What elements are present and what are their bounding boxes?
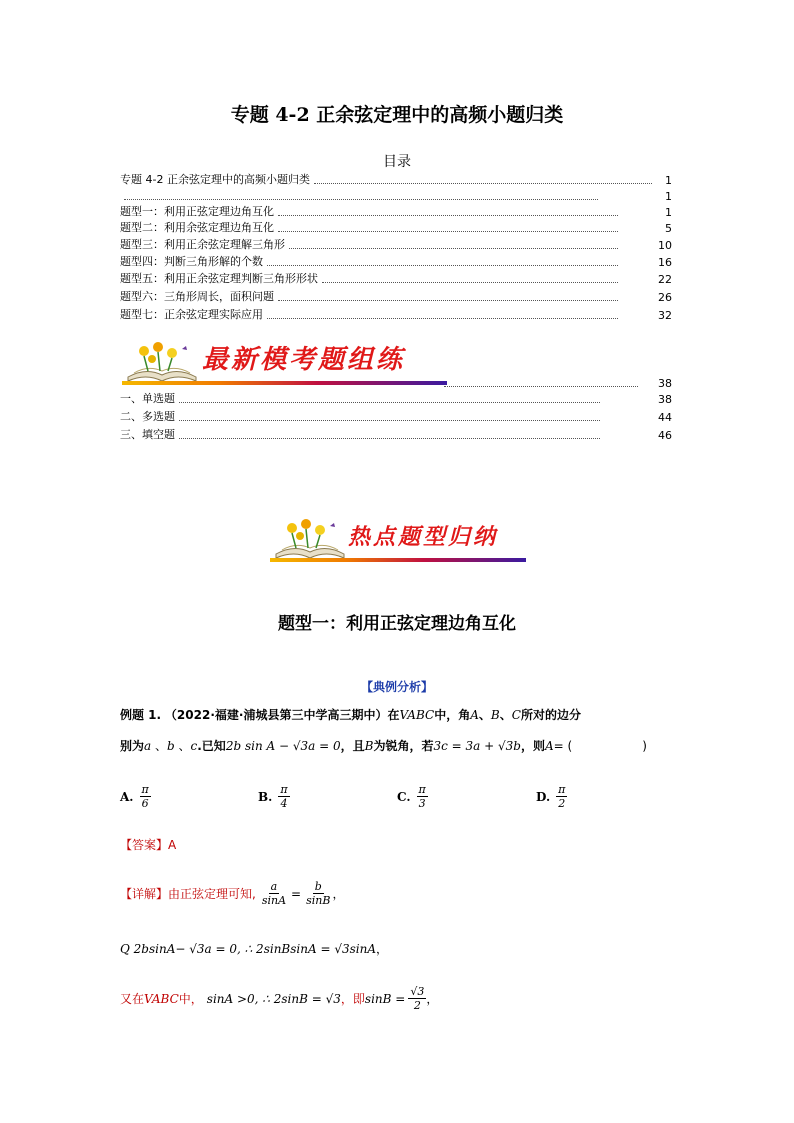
toc-page: 1 <box>665 206 672 219</box>
separator: 、 <box>499 708 512 722</box>
toc-label: 二、多选题 <box>120 410 175 423</box>
equation: sinA >0, ∴ 2sinB = √3 <box>206 991 341 1006</box>
frac-den: 2 <box>558 797 566 810</box>
example-text: 所对的边分 <box>520 708 581 722</box>
banner-title: 最新模考题组练 <box>202 345 406 375</box>
angle-a: A <box>544 739 554 753</box>
toc-row[interactable] <box>120 236 672 252</box>
equation: 3c = 3a + √3b <box>433 739 521 753</box>
frac-num: π <box>418 783 426 796</box>
triangle-symbol: VABC <box>144 991 179 1006</box>
text: 又在 <box>120 992 145 1006</box>
toc-page: 1 <box>665 174 672 187</box>
punctuation: ， <box>375 942 388 956</box>
punctuation: ， <box>426 992 439 1006</box>
punctuation: ， <box>332 887 345 901</box>
equation: sinB = <box>364 991 406 1006</box>
angle-b: B <box>364 739 374 753</box>
text: ，即 <box>340 992 365 1006</box>
toc-row[interactable] <box>120 187 672 203</box>
toc-row[interactable] <box>120 270 672 286</box>
detail-label: 【详解】 <box>120 887 169 901</box>
toc-page: 26 <box>658 291 672 304</box>
frac-num: π <box>558 783 566 796</box>
example-text: 别为 <box>120 739 145 753</box>
toc-page: 38 <box>658 393 672 406</box>
frac-num: √3 <box>410 985 425 998</box>
answer-blank-close: ) <box>642 739 647 753</box>
derivation-line-2 <box>120 985 438 1012</box>
side-b: b <box>167 739 175 753</box>
toc-label: 专题 4-2 正余弦定理中的高频小题归类 <box>120 173 310 186</box>
frac-num: b <box>314 880 322 893</box>
equals: = <box>291 886 302 901</box>
side-a: a <box>144 739 152 753</box>
example-text: 中，角 <box>434 708 471 722</box>
separator: 、 <box>478 708 491 722</box>
option-fraction <box>278 783 289 810</box>
example-text: ，则 <box>520 739 545 753</box>
answer-line <box>120 836 176 853</box>
toc-label: 题型七：正余弦定理实际应用 <box>120 308 263 321</box>
document-title: 专题 4-2 正余弦定理中的高频小题归类 <box>230 104 564 126</box>
toc-page: 5 <box>665 222 672 235</box>
section-heading: 题型一：利用正弦定理边角互化 <box>278 614 516 634</box>
toc-row[interactable] <box>120 390 672 406</box>
toc-label: 题型三：利用正余弦定理解三角形 <box>120 238 285 251</box>
frac-num: a <box>270 880 278 893</box>
text: 中， <box>178 992 203 1006</box>
side-c: c <box>190 739 198 753</box>
toc-page: 10 <box>658 239 672 252</box>
toc-label: 题型二：利用余弦定理边角互化 <box>120 221 274 234</box>
angle-a: A <box>470 708 479 722</box>
equation: 2b sin A − √3a = 0 <box>225 739 341 753</box>
banner-hot-topics <box>270 512 530 564</box>
fraction <box>260 880 288 907</box>
derivation-line-1 <box>120 940 388 957</box>
toc-label: 一、单选题 <box>120 392 175 405</box>
frac-den: 4 <box>280 797 288 810</box>
answer-blank-open: = ( <box>553 739 573 753</box>
toc-page: 46 <box>658 429 672 442</box>
option-letter: B. <box>258 789 273 804</box>
angle-c: C <box>511 708 521 722</box>
toc-page: 16 <box>658 256 672 269</box>
toc-page: 1 <box>665 190 672 203</box>
example-source: （2022·福建·浦城县第三中学高三期中）在 <box>164 708 400 722</box>
option-b[interactable] <box>258 783 290 810</box>
toc-page: 32 <box>658 309 672 322</box>
toc-label: 三、填空题 <box>120 428 175 441</box>
example-text: .已知 <box>197 739 226 753</box>
frac-den: sinB <box>306 894 331 907</box>
toc-label: 题型一：利用正弦定理边角互化 <box>120 205 274 218</box>
example-line-1 <box>120 706 680 723</box>
toc-row[interactable] <box>120 426 672 442</box>
option-fraction <box>140 783 151 810</box>
toc-label: 题型四：判断三角形解的个数 <box>120 255 263 268</box>
answer-value: A <box>168 838 177 852</box>
toc-page: 22 <box>658 273 672 286</box>
option-c[interactable] <box>397 783 428 810</box>
toc-row[interactable] <box>120 171 672 187</box>
banner-title: 热点题型归纳 <box>348 524 499 550</box>
example-text: ，且 <box>340 739 365 753</box>
frac-den: 3 <box>418 797 426 810</box>
option-fraction <box>556 783 567 810</box>
option-fraction <box>417 783 428 810</box>
toc-label: 题型五：利用正余弦定理判断三角形形状 <box>120 272 318 285</box>
toc-row[interactable] <box>120 288 672 304</box>
toc-row[interactable] <box>120 306 672 322</box>
triangle-symbol: VABC <box>399 708 435 722</box>
example-text: 为锐角，若 <box>373 739 434 753</box>
detail-text: 由正弦定理可知, <box>168 887 256 901</box>
open-book-flowers-icon <box>270 514 350 562</box>
angle-b: B <box>490 708 500 722</box>
toc-page: 38 <box>658 377 672 390</box>
fraction <box>304 880 332 907</box>
toc-row[interactable] <box>120 408 672 424</box>
option-a[interactable] <box>120 783 151 810</box>
frac-num: π <box>280 783 288 796</box>
example-label: 例题 1. <box>120 708 162 722</box>
frac-den: 2 <box>413 999 421 1012</box>
toc-heading: 目录 <box>383 154 411 170</box>
fraction <box>408 985 426 1012</box>
toc-row[interactable] <box>120 219 672 235</box>
frac-den: 6 <box>141 797 149 810</box>
option-letter: D. <box>536 789 551 804</box>
toc-label: 题型六：三角形周长，面积问题 <box>120 290 274 303</box>
example-line-2: 别为a 、b 、c.已知2b sin A − √3a = 0，且B为锐角，若3c = 3a + √3b，则A= ( ) <box>120 739 647 753</box>
answer-label: 【答案】 <box>120 838 169 852</box>
toc-row[interactable] <box>120 203 672 219</box>
option-letter: A. <box>120 789 134 804</box>
toc-row[interactable] <box>120 253 672 269</box>
frac-num: π <box>141 783 149 796</box>
equation: Q 2bsinA− √3a = 0, ∴ 2sinBsinA = √3sinA <box>120 942 376 956</box>
option-letter: C. <box>397 789 411 804</box>
frac-den: sinA <box>261 894 287 907</box>
toc-row[interactable] <box>120 374 672 390</box>
toc-page: 44 <box>658 411 672 424</box>
option-d[interactable] <box>536 783 567 810</box>
detail-line <box>120 880 344 907</box>
example-heading: 【典例分析】 <box>360 680 433 694</box>
